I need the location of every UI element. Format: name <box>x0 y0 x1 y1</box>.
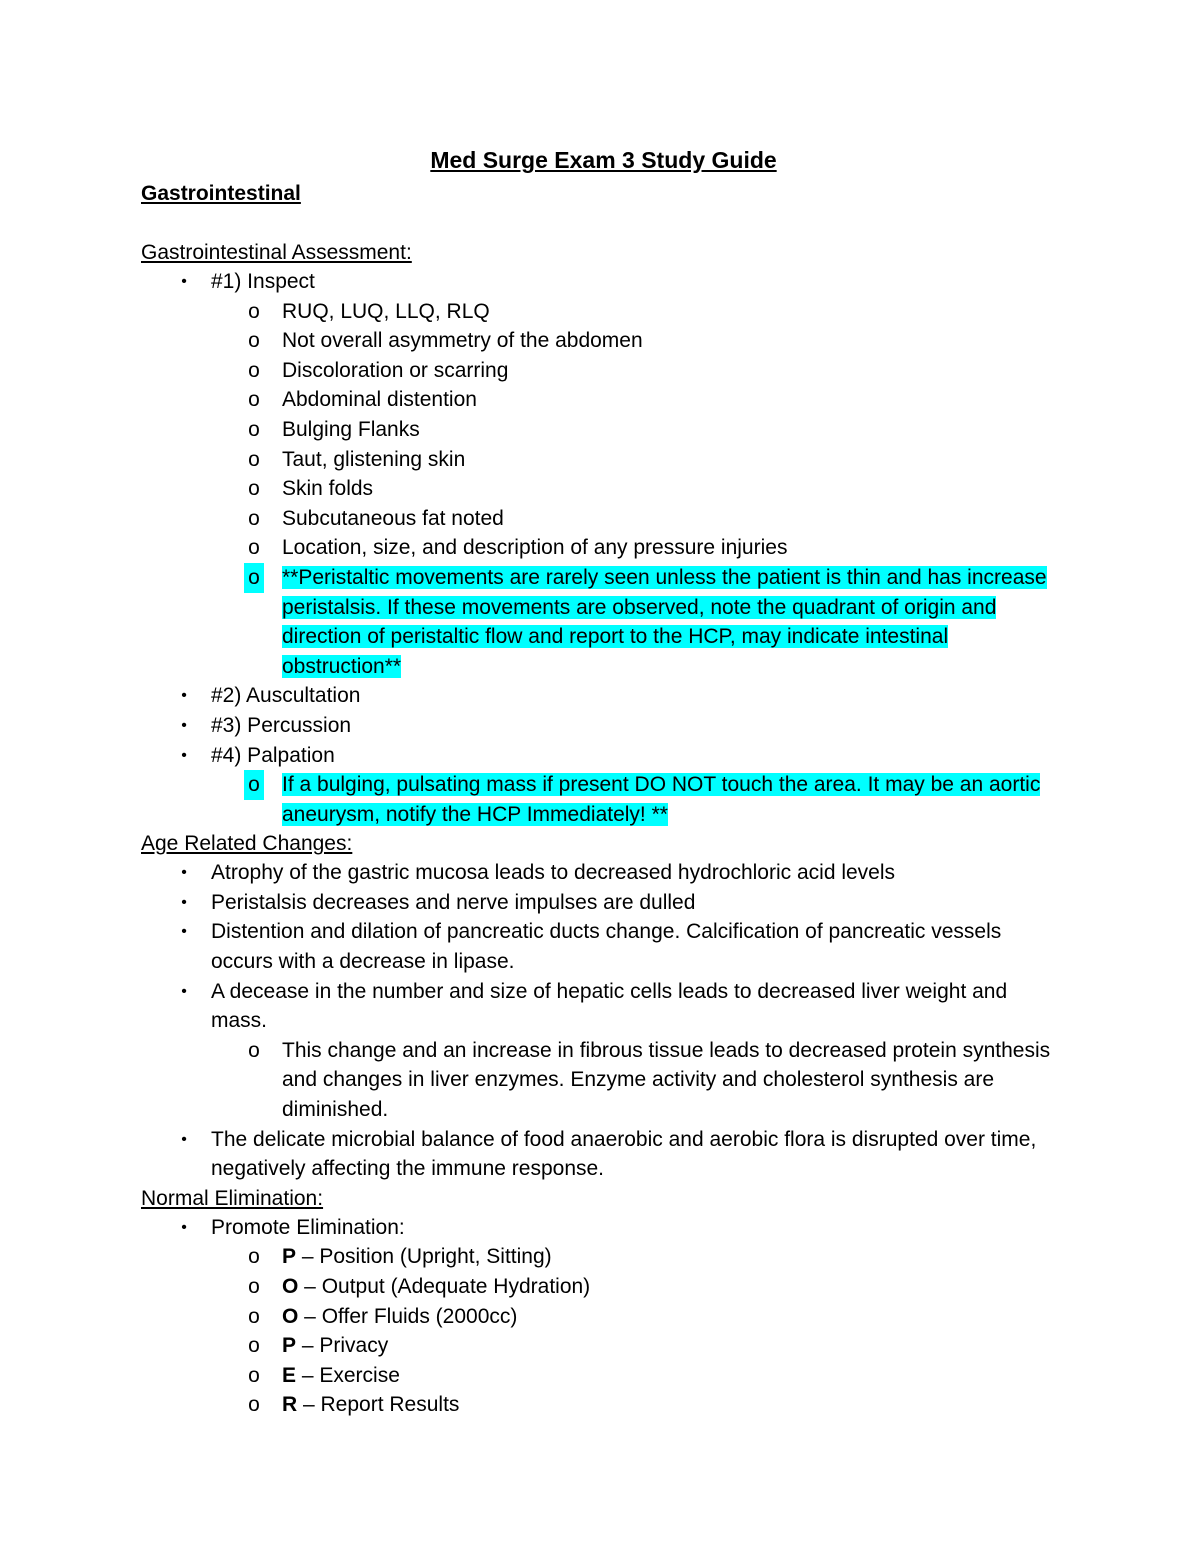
item-text: Abdominal distention <box>282 388 477 412</box>
list-item-auscultation <box>141 681 1066 711</box>
circle-bullet-icon: o <box>248 417 260 441</box>
list-item <box>141 445 1066 475</box>
document-body <box>141 141 1066 1420</box>
bullet-icon: • <box>181 687 187 705</box>
bullet-icon: • <box>181 273 187 290</box>
bullet-icon: • <box>181 716 187 734</box>
item-text: Promote Elimination: <box>211 1215 405 1239</box>
inspect-sublist <box>211 297 1066 682</box>
highlighted-note-aortic-aneurysm: If a bulging, pulsating mass if present DO NOT touch the area. It may be an aortic aneurysm, notify the HCP Immediately! ** <box>282 773 1041 826</box>
heading-gi-assessment: Gastrointestinal Assessment: <box>141 241 412 264</box>
bullet-icon: • <box>181 982 187 1000</box>
mnemonic-letter: R <box>282 1393 298 1417</box>
list-item <box>141 1361 1066 1391</box>
bullet-icon: • <box>181 1218 187 1236</box>
list-item-palpation <box>141 741 1066 830</box>
list-item <box>141 356 1066 386</box>
item-text: Skin folds <box>282 477 374 501</box>
elimination-list <box>141 1213 1066 1420</box>
circle-bullet-icon: o <box>248 388 260 412</box>
mnemonic-text: – Output (Adequate Hydration) <box>298 1275 591 1298</box>
item-text: The delicate microbial balance of food anaerobic and aerobic flora is disrupted over time, negatively affecting the immune response. <box>211 1127 1037 1181</box>
highlighted-list-item-aortic <box>141 770 1066 829</box>
list-item <box>141 1242 1066 1272</box>
list-item <box>141 1272 1066 1302</box>
bullet-icon: • <box>181 923 187 941</box>
list-item-promote-elimination <box>141 1213 1066 1420</box>
item-text: Subcutaneous fat noted <box>282 506 504 530</box>
step-label: #4) Palpation <box>211 743 335 767</box>
bullet-icon: • <box>181 746 187 764</box>
circle-bullet-icon: o <box>248 1393 260 1417</box>
section-heading-gastrointestinal: Gastrointestinal <box>141 182 301 205</box>
list-item <box>141 326 1066 356</box>
item-text: Discoloration or scarring <box>282 358 509 382</box>
item-text: Atrophy of the gastric mucosa leads to decreased hydrochloric acid levels <box>211 861 896 885</box>
item-text: Peristalsis decreases and nerve impulses are dulled <box>211 890 696 914</box>
list-item <box>141 1036 1066 1125</box>
list-item <box>141 415 1066 445</box>
step-label: #2) Auscultation <box>211 684 361 708</box>
mnemonic-text: – Exercise <box>296 1363 400 1387</box>
palpation-sublist <box>211 770 1066 829</box>
highlighted-list-item-peristalsis <box>141 563 1066 681</box>
list-item <box>141 917 1066 976</box>
list-item <box>141 533 1066 563</box>
circle-bullet-icon: o <box>248 299 260 323</box>
list-item <box>141 297 1066 327</box>
item-text: Location, size, and description of any pressure injuries <box>282 536 788 560</box>
circle-bullet-icon: o <box>248 536 260 560</box>
circle-bullet-icon: o <box>244 770 264 800</box>
hepatic-sublist <box>211 1036 1066 1125</box>
circle-bullet-icon: o <box>248 477 260 501</box>
item-text: Not overall asymmetry of the abdomen <box>282 329 643 353</box>
circle-bullet-icon: o <box>248 1245 260 1269</box>
circle-bullet-icon: o <box>248 1304 260 1328</box>
list-item <box>141 1331 1066 1361</box>
list-item <box>141 474 1066 504</box>
assessment-list <box>141 267 1066 829</box>
mnemonic-letter: O <box>282 1304 299 1328</box>
list-item-percussion <box>141 711 1066 741</box>
bullet-icon: • <box>181 864 187 882</box>
heading-age-related-changes: Age Related Changes: <box>141 832 353 856</box>
poopers-sublist <box>211 1242 1066 1420</box>
circle-bullet-icon: o <box>248 1363 260 1387</box>
bullet-icon: • <box>181 893 187 911</box>
list-item <box>141 858 1066 888</box>
list-item <box>141 1125 1066 1184</box>
list-item <box>141 888 1066 918</box>
mnemonic-letter: P <box>282 1245 297 1269</box>
list-item-inspect <box>141 267 1066 681</box>
item-text: A decease in the number and size of hepatic cells leads to decreased liver weight and mass. <box>211 979 1008 1033</box>
mnemonic-text: – Offer Fluids (2000cc) <box>298 1304 518 1328</box>
document-title: Med Surge Exam 3 Study Guide <box>430 147 777 173</box>
mnemonic-text: – Position (Upright, Sitting) <box>296 1245 552 1269</box>
step-label: #3) Percussion <box>211 713 352 737</box>
mnemonic-letter: E <box>282 1363 297 1387</box>
list-item <box>141 504 1066 534</box>
mnemonic-letter: O <box>282 1275 299 1298</box>
circle-bullet-icon: o <box>248 506 260 530</box>
list-item <box>141 1302 1066 1332</box>
circle-bullet-icon: o <box>248 1275 260 1298</box>
item-text: Bulging Flanks <box>282 417 420 441</box>
age-changes-list <box>141 858 1066 1184</box>
list-item <box>141 977 1066 1125</box>
item-text: This change and an increase in fibrous tissue leads to decreased protein synthesis and changes in liver enzymes. Enzyme activity and cholesterol synthesis are diminished. <box>282 1038 1051 1122</box>
step-label: #1) Inspect <box>211 270 315 293</box>
list-item <box>141 1390 1066 1420</box>
item-text: Taut, glistening skin <box>282 447 466 471</box>
mnemonic-text: – Privacy <box>296 1334 389 1358</box>
bullet-icon: • <box>181 1130 187 1148</box>
item-text: Distention and dilation of pancreatic ducts change. Calcification of pancreatic vessels occurs with a decrease in lipase. <box>211 920 1002 974</box>
circle-bullet-icon: o <box>248 447 260 471</box>
circle-bullet-icon: o <box>244 563 264 593</box>
list-item <box>141 385 1066 415</box>
circle-bullet-icon: o <box>248 358 260 382</box>
highlighted-note-peristalsis: **Peristaltic movements are rarely seen unless the patient is thin and has increase peristalsis. If these movements are observed, note the quadrant of origin and direction of peristaltic flow and report to the HCP, may indicate intestinal obstruction** <box>282 565 1047 678</box>
mnemonic-text: – Report Results <box>297 1393 460 1417</box>
blank-line <box>141 209 1066 238</box>
circle-bullet-icon: o <box>248 1334 260 1358</box>
item-text: RUQ, LUQ, LLQ, RLQ <box>282 299 490 323</box>
mnemonic-letter: P <box>282 1334 297 1358</box>
circle-bullet-icon: o <box>248 329 260 353</box>
circle-bullet-icon: o <box>248 1038 260 1062</box>
heading-normal-elimination: Normal Elimination: <box>141 1186 324 1210</box>
